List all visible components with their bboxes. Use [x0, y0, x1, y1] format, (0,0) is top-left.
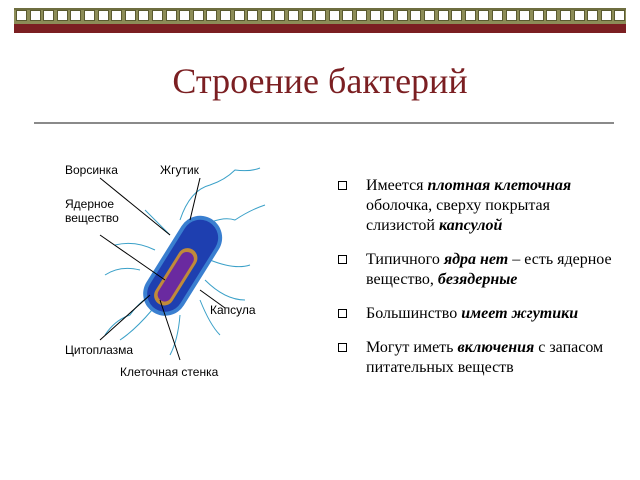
decorative-square: [370, 10, 381, 21]
decorative-square: [356, 10, 367, 21]
decorative-square: [533, 10, 544, 21]
bullet-emphasis: плотная: [427, 177, 491, 194]
decorative-square: [506, 10, 517, 21]
bullet-square-icon: [338, 309, 347, 318]
decorative-square: [574, 10, 585, 21]
bacteria-diagram: [60, 150, 320, 390]
bullet-emphasis: включения: [457, 339, 535, 356]
decorative-square: [546, 10, 557, 21]
label-nuclear-line1: Ядерное: [65, 197, 114, 211]
bullet-emphasis: безядерные: [437, 271, 518, 288]
slide-title: Строение бактерий: [172, 61, 468, 101]
decorative-square: [98, 10, 109, 21]
decorative-square: [166, 10, 177, 21]
bullet-item: [338, 250, 618, 290]
decorative-square: [247, 10, 258, 21]
decorative-square: [601, 10, 612, 21]
decorative-square: [465, 10, 476, 21]
decorative-square: [220, 10, 231, 21]
decorative-square: [587, 10, 598, 21]
decorative-square: [84, 10, 95, 21]
decorative-square: [179, 10, 190, 21]
bullet-text: Большинство: [366, 305, 462, 322]
decorative-square: [193, 10, 204, 21]
decorative-square: [206, 10, 217, 21]
bullet-square-icon: [338, 181, 347, 190]
decorative-square: [438, 10, 449, 21]
label-nuclear-line2: вещество: [65, 211, 119, 225]
bullet-text: с запасом питательных веществ: [366, 339, 604, 376]
bullet-text: – есть ядерное вещество,: [366, 251, 612, 288]
decorative-square: [261, 10, 272, 21]
bacteria-illustration: [60, 150, 320, 390]
decorative-square: [234, 10, 245, 21]
label-cell-wall: Клеточная стенка: [120, 365, 219, 379]
bullet-emphasis: ядра нет: [443, 251, 509, 268]
bullet-list: [338, 176, 618, 392]
decorative-square: [519, 10, 530, 21]
decorative-square: [383, 10, 394, 21]
label-kapsula: Капсула: [210, 303, 256, 317]
bullet-emphasis: имеет: [461, 305, 508, 322]
decorative-square: [342, 10, 353, 21]
decorative-square: [478, 10, 489, 21]
bullet-item: [338, 338, 618, 378]
decorative-square: [16, 10, 27, 21]
decorative-square: [274, 10, 285, 21]
bullet-text: Могут иметь: [366, 339, 458, 356]
label-zhgutik: Жгутик: [160, 163, 199, 177]
decorative-square: [397, 10, 408, 21]
decorative-square: [43, 10, 54, 21]
bullet-emphasis: жгутики: [511, 305, 579, 322]
maroon-bar: [14, 24, 626, 33]
decorative-square: [315, 10, 326, 21]
bullet-item: [338, 176, 618, 236]
decorative-square: [125, 10, 136, 21]
bullet-emphasis: клеточная: [494, 177, 572, 194]
decorative-square: [302, 10, 313, 21]
decorative-square: [492, 10, 503, 21]
decorative-square: [288, 10, 299, 21]
bullet-square-icon: [338, 255, 347, 264]
bullet-emphasis: капсулой: [438, 217, 503, 234]
decorative-square: [329, 10, 340, 21]
bullet-text: оболочка, сверху покрытая слизистой: [366, 197, 550, 234]
decorative-square: [614, 10, 625, 21]
decorative-square: [410, 10, 421, 21]
decorative-square: [57, 10, 68, 21]
bullet-item: [338, 304, 618, 324]
label-vorsinka: Ворсинка: [65, 163, 118, 177]
decorative-square: [560, 10, 571, 21]
decorative-square: [451, 10, 462, 21]
decorative-square: [424, 10, 435, 21]
decorative-square: [30, 10, 41, 21]
decorative-square: [152, 10, 163, 21]
decorative-square: [111, 10, 122, 21]
title-divider: [34, 122, 614, 124]
bullet-text: Имеется: [366, 177, 428, 194]
bullet-square-icon: [338, 343, 347, 352]
bullet-text: Типичного: [366, 251, 444, 268]
top-decoration-bar: [0, 0, 640, 36]
decorative-square: [138, 10, 149, 21]
label-cytoplasm: Цитоплазма: [65, 343, 134, 357]
decorative-square: [70, 10, 81, 21]
